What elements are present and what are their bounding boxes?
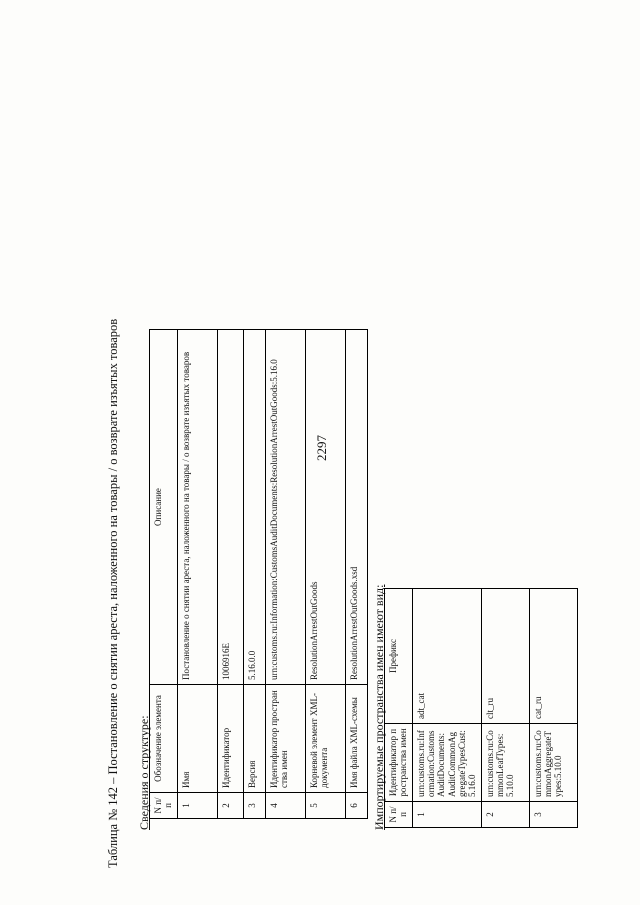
row-element: Имя файла XML-схемы [345, 685, 367, 793]
row-description: 5.16.0.0 [243, 330, 265, 685]
namespaces-table-header [385, 589, 413, 828]
row-num: 6 [345, 793, 367, 819]
header-identifier: Идентификатор пространства имен [385, 724, 413, 802]
table-row [529, 589, 577, 828]
table-title: Таблица № 142 – Постановление о снятии ареста, наложенного на товары / о возврате изъятых товаров [106, 318, 120, 868]
page-number: 2297 [314, 435, 329, 461]
row-element: Идентификатор пространства имен [265, 685, 305, 793]
namespaces-table [384, 588, 578, 828]
row-description: 1006916E [217, 330, 243, 685]
rotated-content [106, 268, 564, 868]
row-num: 3 [243, 793, 265, 819]
table-row [412, 589, 481, 828]
row-num: 5 [305, 793, 345, 819]
row-identifier: urn:customs.ru:Information:CustomsAuditDocuments:AuditCommonAggregateTypesCust:5.16.0 [412, 724, 481, 802]
header-element: Обозначение элемента [150, 685, 178, 793]
row-description: ResolutionArrestOutGoods [305, 330, 345, 685]
row-prefix: cat_ru [529, 589, 577, 724]
table-row [217, 330, 243, 819]
table-row [481, 589, 529, 828]
header-num: N п/п [385, 802, 413, 828]
structure-caption: Сведения о структуре: [137, 715, 151, 830]
row-element: Имя [177, 685, 217, 793]
structure-table [149, 329, 368, 819]
header-description: Описание [150, 330, 178, 685]
row-num: 1 [177, 793, 217, 819]
table-row [265, 330, 305, 819]
row-identifier: urn:customs.ru:CommonAggregateTypes:5.10.0 [529, 724, 577, 802]
row-num: 2 [481, 802, 529, 828]
row-identifier: urn:customs.ru:CommonLeafTypes:5.10.0 [481, 724, 529, 802]
table-row [243, 330, 265, 819]
row-num: 4 [265, 793, 305, 819]
header-num: N п/п [150, 793, 178, 819]
row-num: 1 [412, 802, 481, 828]
row-element: Идентификатор [217, 685, 243, 793]
row-element: Версия [243, 685, 265, 793]
row-num: 3 [529, 802, 577, 828]
structure-table-header [150, 330, 178, 819]
row-description: ResolutionArrestOutGoods.xsd [345, 330, 367, 685]
row-element: Корневой элемент XML-документа [305, 685, 345, 793]
row-prefix: clt_ru [481, 589, 529, 724]
header-prefix: Префикс [385, 589, 413, 724]
table-row [305, 330, 345, 819]
row-description: Постановление о снятии ареста, наложенного на товары / о возврате изъятых товаров [177, 330, 217, 685]
table-row [345, 330, 367, 819]
namespaces-caption: Импортируемые пространства имен имеют вид: [372, 584, 386, 830]
row-prefix: adt_cat [412, 589, 481, 724]
table-row [177, 330, 217, 819]
row-num: 2 [217, 793, 243, 819]
row-description: urn:customs.ru:Information:CustomsAuditDocuments:ResolutionArrestOutGoods:5.16.0 [265, 330, 305, 685]
